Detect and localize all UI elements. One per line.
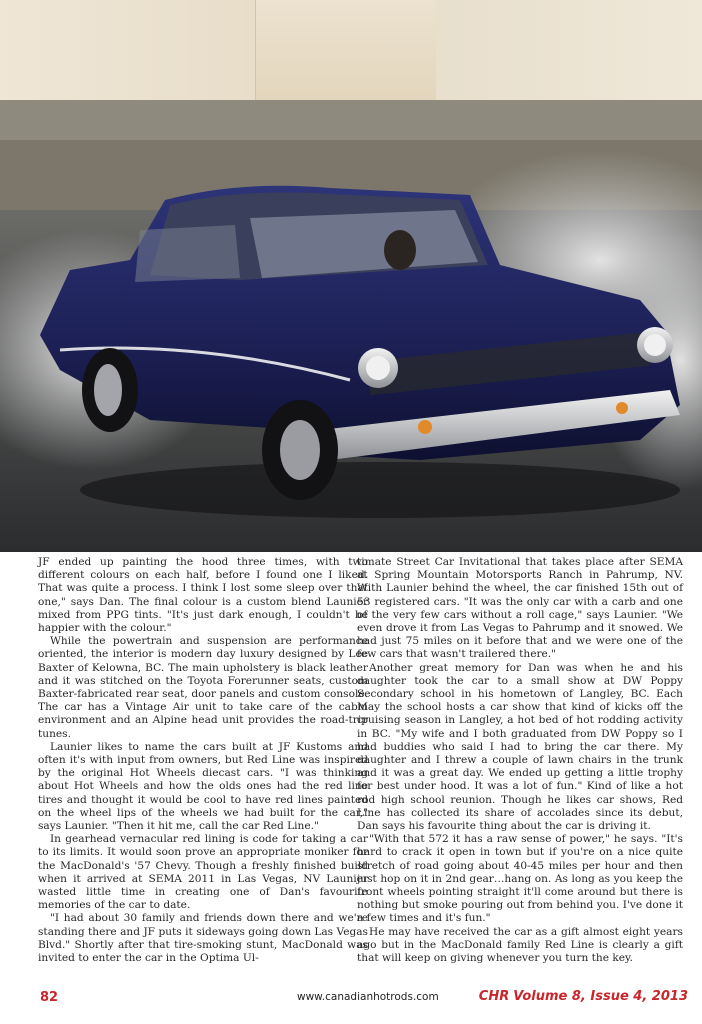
article-paragraph: While the powertrain and suspension are performance oriented, the interior is modern day luxury designed by Lee Baxter of Kelowna, BC. The main upholstery is black leather and it was stitched on the Toyota Forerunner seats, custom Baxter-fabricated rear seat, door panels and custom console. The car has a Vintage Air unit to take care of the cabin environment and an Alpine head unit provides the road-trip tunes. xyxy=(38,635,368,740)
car-photo xyxy=(0,100,702,552)
article-paragraph: In gearhead vernacular red lining is code for taking a car to its limits. It would soon prove an appropriate moniker for the MacDonald's '57 Chevy. Though a freshly finished build when it arrived at SEMA 2011 in Las Vegas, NV Launier wasted little time in creating one of Dan's favourite memories of the car to date. xyxy=(38,833,368,912)
article-paragraph: He may have received the car as a gift almost eight years ago but in the MacDonald family Red Line is clearly a gift that will keep on giving whenever you turn the key. xyxy=(357,925,683,965)
article-paragraph: "I had about 30 family and friends down there and we're standing there and JF puts it sideways going down Las Vegas Blvd." Shortly after that tire-smoking stunt, MacDonald was invited to enter the car in the Optima Ul- xyxy=(38,912,368,965)
issue-info: Volume 8, Issue 4, 2013 xyxy=(513,989,688,1004)
article-paragraph: JF ended up painting the hood three times, with two different colours on each half, before I found one I liked. That was quite a process. I think I lost some sleep over that one," says Dan. The final colour is a custom blend Launier mixed from PPG tints. "It's just dark enough, I couldn't be happier with the colour." xyxy=(38,556,368,635)
website-link[interactable]: www.canadianhotrods.com xyxy=(297,991,439,1003)
header-panel-left xyxy=(0,0,255,100)
magazine-logo: CHR xyxy=(478,989,510,1004)
header-photo-strip xyxy=(0,0,702,100)
article-paragraph: Another great memory for Dan was when he and his daughter took the car to a small show at DW Poppy Secondary school in his hometown of Langley, BC. Each May the school hosts a car show that kind of kicks off the cruising season in Langley, a hot bed of hot rodding activity in BC. "My wife and I both graduated from DW Poppy so I had buddies who said I had to bring the car there. My daughter and I threw a couple of lawn chairs in the trunk and it was a great day. We ended up getting a little trophy for best under hood. It was a lot of fun." Kind of like a hot rod high school reunion. Though he likes car shows, Red Line has collected its share of accolades since its debut, Dan says his favourite thing about the car is driving it. xyxy=(357,661,683,833)
article-column-right xyxy=(357,556,683,965)
header-panel-right xyxy=(436,0,702,100)
car-illustration xyxy=(0,100,702,552)
article-paragraph: Launier likes to name the cars built at JF Kustoms and often it's with input from owners, but Red Line was inspired by the original Hot Wheels diecast cars. "I was thinking about Hot Wheels and how the olds ones had the red line tires and thought it would be cool to have red lines painted on the wheel lips of the wheels we had built for the car," says Launier. "Then it hit me, call the car Red Line." xyxy=(38,740,368,833)
page-number: 82 xyxy=(40,990,59,1005)
article-column-left xyxy=(38,556,368,965)
header-panel-center xyxy=(255,0,437,100)
page-footer xyxy=(0,988,702,1018)
article-paragraph: "With that 572 it has a raw sense of power," he says. "It's hard to crack it open in town but if you're on a nice quite stretch of road going about 40-45 miles per hour and then just hop on it in 2nd gear…hang on. As long as you keep the front wheels pointing straight it'll come around but there is nothing but smoke pouring out from behind you. I've done it a few times and it's fun." xyxy=(357,833,683,925)
article-paragraph: timate Street Car Invitational that takes place after SEMA at Spring Mountain Motorsports Ranch in Pahrump, NV. With Launier behind the wheel, the car finished 15th out of 53 registered cars. "It was the only car with a carb and one of the very few cars without a roll cage," says Launier. "We even drove it from Las Vegas to Pahrump and it snowed. We had just 75 miles on it before that and we were one of the few cars that wasn't trailered there." xyxy=(357,556,683,661)
issue-label xyxy=(479,989,688,1004)
